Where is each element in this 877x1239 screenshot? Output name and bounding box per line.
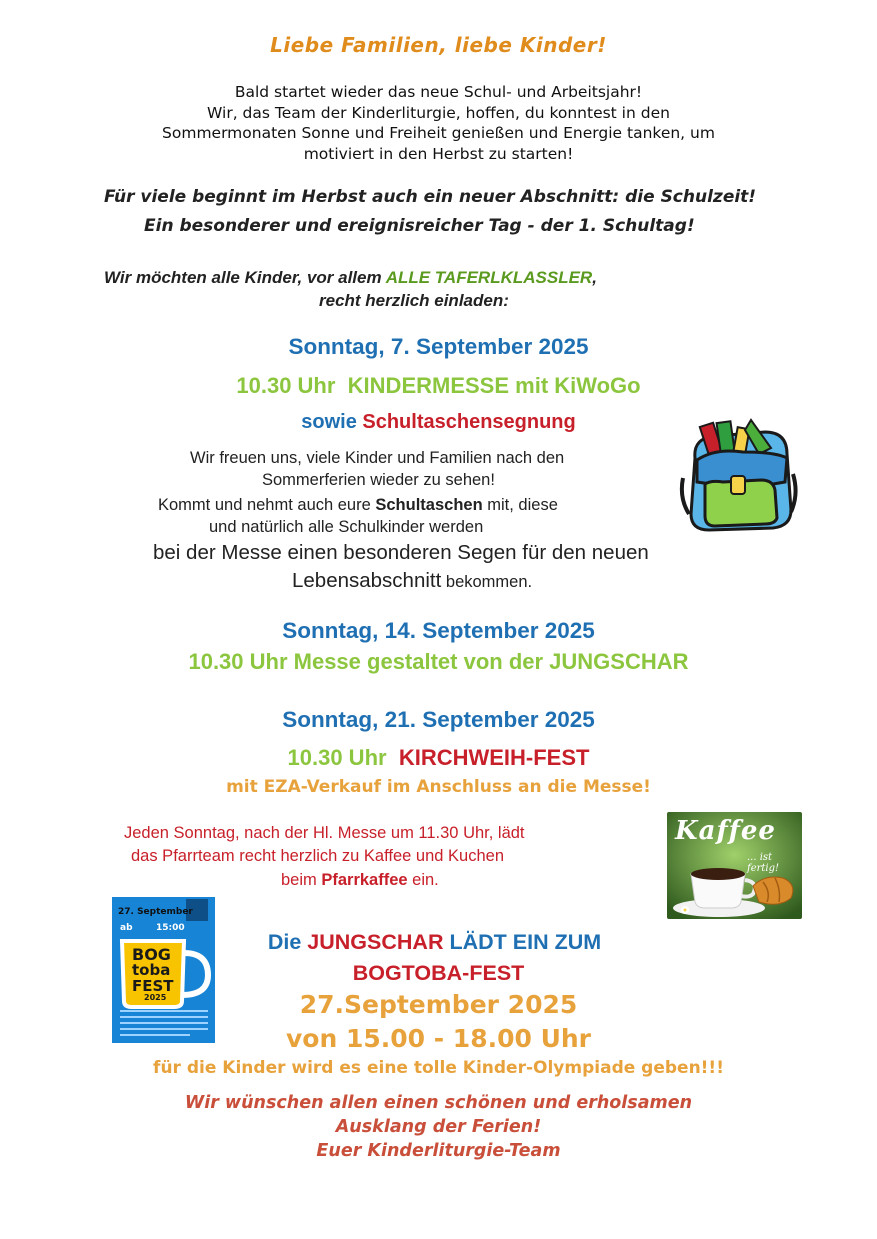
event1-desc-4: und natürlich alle Schulkinder werden — [209, 518, 484, 536]
bogtoba-time: von 15.00 - 18.00 Uhr — [285, 1024, 592, 1053]
poster-word-3: FEST — [132, 977, 174, 995]
bogtoba-olympics: für die Kinder wird es eine tolle Kinder-Olympiade geben!!! — [153, 1058, 724, 1078]
closing-signature: Euer Kinderliturgie-Team — [316, 1141, 561, 1161]
kaffee-image-title: Kaffee — [675, 816, 776, 846]
kaffee-image — [667, 812, 802, 919]
kaffee-line-3 — [281, 869, 439, 891]
event1-desc-2: Sommerferien wieder zu sehen! — [262, 471, 495, 489]
kaffee-line-2: das Pfarrteam recht herzlich zu Kaffee und Kuchen — [131, 847, 504, 865]
invite-line-2: recht herzlich einladen: — [319, 291, 509, 310]
bogtoba-text: Die — [267, 930, 308, 954]
poster-ab: ab — [120, 923, 133, 933]
intro-line: Bald startet wieder das neue Schul- und Arbeitsjahr! — [234, 83, 643, 101]
event1-time: 10.30 Uhr — [236, 373, 336, 398]
closing-line: Wir wünschen allen einen schönen und erholsamen — [184, 1093, 693, 1113]
bogtoba-red: JUNGSCHAR — [307, 930, 444, 954]
event2-date: Sonntag, 14. September 2025 — [282, 618, 595, 643]
event1-title-line — [0, 373, 877, 399]
kaffee-line-1: Jeden Sonntag, nach der Hl. Messe um 11.30 Uhr, lädt — [124, 824, 525, 842]
intro-line: motiviert in den Herbst zu starten! — [303, 144, 574, 163]
bogtoba-text: LÄDT EIN ZUM — [443, 930, 602, 954]
invite-comma: , — [592, 268, 597, 287]
kaffee-image-sub: ... ist fertig! — [747, 852, 780, 874]
event2-title: 10.30 Uhr Messe gestaltet von der JUNGSCHAR — [188, 649, 689, 674]
event1-desc-1: Wir freuen uns, viele Kinder und Familien nach den — [190, 449, 565, 467]
desc-text: Kommt und nehmt auch eure — [158, 496, 376, 514]
poster-time: 15:00 — [156, 923, 185, 933]
intro-line: Sommermonaten Sonne und Freiheit genießen und Energie tanken, um — [162, 124, 715, 142]
intro-line: Wir, das Team der Kinderliturgie, hoffen, du konntest in den — [207, 103, 670, 122]
desc-text: mit, diese — [482, 496, 558, 514]
schoolbag-image — [675, 418, 801, 536]
event1-title: KINDERMESSE mit KiWoGo — [347, 373, 641, 398]
poster-word-1: BOG — [132, 945, 171, 964]
poster-date: 27. September — [118, 907, 193, 917]
closing-line: Ausklang der Ferien! — [335, 1117, 542, 1137]
kaffee-text: beim — [281, 871, 322, 889]
event3-title: KIRCHWEIH-FEST — [398, 745, 590, 770]
bogtoba-line-2: BOGTOBA-FEST — [352, 961, 525, 985]
desc-bold: Schultaschen — [375, 496, 483, 514]
event3-title-line — [0, 745, 877, 771]
school-line-2: Ein besonderer und ereignisreicher Tag - der 1. Schultag! — [144, 216, 695, 236]
poster-year: 2025 — [144, 993, 167, 1002]
page-title: Liebe Familien, liebe Kinder! — [270, 33, 607, 57]
event1-desc-5: bei der Messe einen besonderen Segen für den neuen — [153, 541, 649, 564]
school-line-1: Für viele beginnt im Herbst auch ein neuer Abschnitt: die Schulzeit! — [104, 187, 757, 207]
event1-sub-title: Schultaschensegnung — [362, 411, 576, 433]
desc-small: bekommen. — [441, 573, 533, 591]
kaffee-bold: Pfarrkaffee — [321, 871, 408, 889]
closing-text — [0, 1091, 877, 1163]
kaffee-text: ein. — [407, 871, 439, 889]
event1-sub-prefix: sowie — [301, 411, 357, 433]
invite-highlight: ALLE TAFERLKLASSLER — [385, 268, 593, 287]
intro-text — [0, 82, 877, 164]
event3-sub: mit EZA-Verkauf im Anschluss an die Messe! — [226, 777, 651, 797]
event1-desc-3 — [158, 494, 558, 516]
schoolbag-icon — [675, 418, 801, 536]
event1-desc-6 — [292, 567, 532, 596]
event3-time: 10.30 Uhr — [287, 745, 387, 770]
event1-date: Sonntag, 7. September 2025 — [288, 334, 589, 359]
bogtoba-line-1 — [0, 930, 877, 955]
invite-text: Wir möchten alle Kinder, vor allem — [104, 268, 386, 287]
invite-line-1 — [104, 268, 597, 288]
event3-date: Sonntag, 21. September 2025 — [282, 707, 595, 732]
desc-big: Lebensabschnitt — [292, 569, 442, 592]
poster-word-2: toba — [132, 961, 171, 979]
bogtoba-date: 27.September 2025 — [299, 990, 578, 1019]
